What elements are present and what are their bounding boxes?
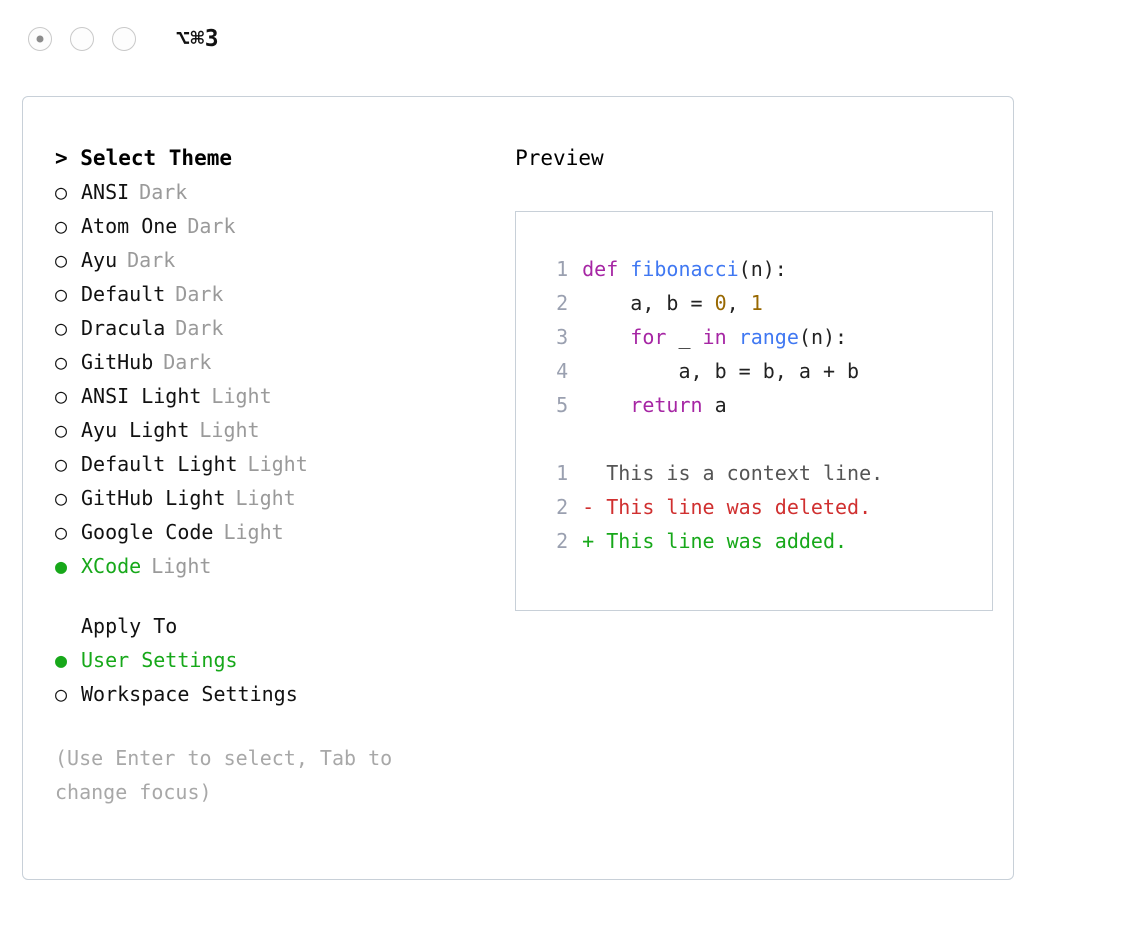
line-number: 1 [556,257,569,281]
radio-unselected-icon[interactable]: ○ [55,682,68,706]
theme-option-label: Default [81,282,166,306]
code-text [582,320,847,354]
theme-option-label: GitHub [81,350,154,374]
theme-option-row[interactable] [55,311,493,345]
line-number: 4 [556,359,569,383]
code-token: a, b = [582,291,715,315]
radio-unselected-icon[interactable]: ○ [55,282,68,306]
theme-selection-column [39,141,493,809]
code-token: _ [666,325,703,349]
code-line [538,320,992,354]
diff-text: This line was deleted. [606,495,872,519]
theme-option-row[interactable] [55,481,493,515]
code-text [582,388,727,422]
radio-unselected-icon[interactable]: ○ [55,350,68,374]
code-token [727,325,739,349]
apply-to-option-label: Workspace Settings [81,682,298,706]
line-number: 2 [556,291,569,315]
code-line [538,354,992,388]
diff-line [538,456,992,490]
diff-text: This line was added. [606,529,848,553]
code-token: range [738,325,799,349]
apply-to-list[interactable] [55,643,493,711]
diff-sample [538,456,992,558]
apply-to-option-label: User Settings [81,648,238,672]
diff-marker [582,456,606,490]
theme-option-label: ANSI [81,180,130,204]
theme-option-row[interactable] [55,243,493,277]
apply-to-option-row[interactable] [55,677,493,711]
line-number: 5 [556,393,569,417]
theme-option-row[interactable] [55,549,493,583]
theme-option-row[interactable] [55,413,493,447]
code-line [538,252,992,286]
window-titlebar [0,0,1140,78]
radio-unselected-icon[interactable]: ○ [55,316,68,340]
code-token: return [630,393,703,417]
code-token: (n): [798,325,848,349]
theme-option-label: Ayu Light [81,418,190,442]
code-text [582,286,763,320]
code-token: in [702,325,727,349]
code-sample [538,252,992,422]
radio-unselected-icon[interactable]: ○ [55,452,68,476]
code-token: 0 [714,291,727,315]
preview-title: Preview [515,146,604,170]
radio-selected-icon[interactable]: ● [55,554,68,578]
theme-option-row[interactable] [55,379,493,413]
window-dot-2[interactable] [70,27,94,51]
radio-unselected-icon[interactable]: ○ [55,486,68,510]
code-token: a, b = b, a + b [582,359,860,383]
line-number: 2 [556,495,569,519]
preview-column [493,141,1013,809]
theme-option-label: GitHub Light [81,486,226,510]
apply-to-label: Apply To [81,614,178,638]
page-title: > Select Theme [55,146,233,170]
theme-variant-tag: Dark [175,316,224,340]
radio-unselected-icon[interactable]: ○ [55,520,68,544]
theme-option-label: ANSI Light [81,384,202,408]
code-token [582,325,630,349]
theme-option-row[interactable] [55,175,493,209]
theme-variant-tag: Dark [163,350,212,374]
theme-option-label: Google Code [81,520,214,544]
code-token: def [582,257,631,281]
theme-variant-tag: Dark [127,248,176,272]
line-number: 2 [556,529,569,553]
code-token: (n): [738,257,787,281]
theme-option-row[interactable] [55,277,493,311]
code-token [582,393,630,417]
theme-variant-tag: Dark [175,282,224,306]
radio-selected-icon[interactable]: ● [55,648,68,672]
theme-option-row[interactable] [55,515,493,549]
code-token: 1 [750,291,763,315]
code-token: , [726,291,751,315]
preview-box [515,211,993,611]
window-dot-3[interactable] [112,27,136,51]
code-line [538,286,992,320]
line-number: 1 [556,461,569,485]
theme-variant-tag: Light [151,554,212,578]
window-dot-1[interactable] [28,27,52,51]
theme-list[interactable] [55,175,493,583]
theme-option-label: XCode [81,554,142,578]
theme-option-label: Atom One [81,214,178,238]
theme-variant-tag: Light [223,520,284,544]
diff-marker: + [582,529,607,553]
radio-unselected-icon[interactable]: ○ [55,180,68,204]
diff-marker: - [582,495,607,519]
diff-text: This is a context line. [606,461,884,485]
theme-variant-tag: Dark [187,214,236,238]
code-token: fibonacci [630,257,739,281]
theme-variant-tag: Light [199,418,260,442]
radio-unselected-icon[interactable]: ○ [55,384,68,408]
diff-line [538,490,992,524]
code-token: a [702,393,727,417]
diff-line [538,524,992,558]
radio-unselected-icon[interactable]: ○ [55,418,68,442]
apply-to-option-row[interactable] [55,643,493,677]
radio-unselected-icon[interactable]: ○ [55,214,68,238]
code-text [582,354,859,388]
code-text [582,252,787,286]
code-token: for [630,325,667,349]
theme-variant-tag: Dark [139,180,188,204]
theme-option-label: Default Light [81,452,238,476]
theme-option-label: Dracula [81,316,166,340]
theme-option-label: Ayu [81,248,118,272]
code-line [538,388,992,422]
keyboard-hint: (Use Enter to select, Tab to change focus) [55,746,405,804]
theme-variant-tag: Light [211,384,272,408]
theme-variant-tag: Light [235,486,296,510]
theme-picker-panel [22,96,1014,880]
theme-option-row[interactable] [55,447,493,481]
theme-option-row[interactable] [55,209,493,243]
line-number: 3 [556,325,569,349]
theme-option-row[interactable] [55,345,493,379]
keyboard-shortcut-label: ⌥⌘3 [176,26,220,52]
theme-variant-tag: Light [247,452,308,476]
radio-unselected-icon[interactable]: ○ [55,248,68,272]
